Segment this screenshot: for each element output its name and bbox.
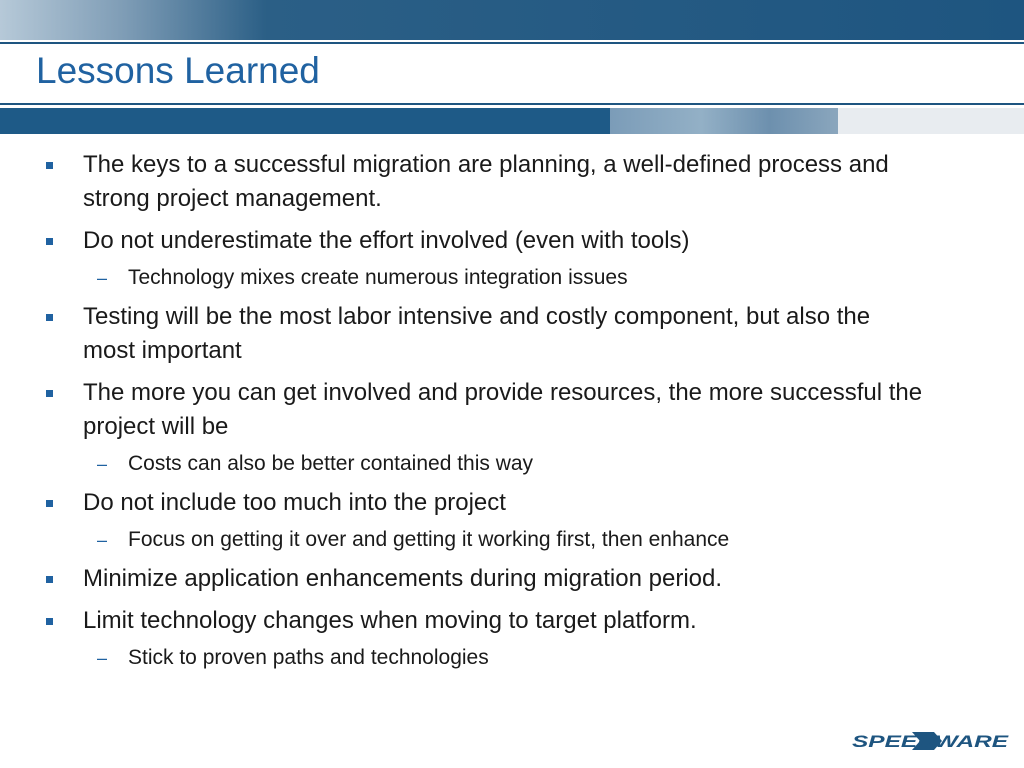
sub-bullet-text: Technology mixes create numerous integration issues [128, 266, 628, 289]
dash-bullet-icon: – [97, 530, 108, 550]
slide-title: Lessons Learned [36, 50, 320, 91]
dash-bullet-icon: – [97, 454, 108, 474]
bullet-text: Testing will be the most labor intensive and costly component, but also the most important [83, 303, 871, 364]
square-bullet-icon [46, 500, 53, 507]
title-divider [0, 103, 1024, 105]
bullet-item [0, 604, 923, 638]
sub-bullet-item [0, 450, 928, 478]
bullet-text: Do not underestimate the effort involved (even with tools) [83, 227, 690, 254]
header-band [0, 0, 1024, 40]
square-bullet-icon [46, 576, 53, 583]
band-light-segment [838, 108, 1024, 134]
decorative-band [0, 108, 1024, 134]
bullet-list [0, 148, 1024, 680]
sub-bullet-text: Focus on getting it over and getting it working first, then enhance [128, 528, 730, 551]
bullet-item [0, 376, 923, 444]
square-bullet-icon [46, 390, 53, 397]
square-bullet-icon [46, 162, 53, 169]
bullet-item [0, 148, 923, 216]
square-bullet-icon [46, 238, 53, 245]
sub-bullet-item [0, 526, 928, 554]
bullet-item [0, 562, 923, 596]
bullet-text: Do not include too much into the project [83, 489, 506, 516]
dash-bullet-icon: – [97, 648, 108, 668]
sub-bullet-item [0, 644, 928, 672]
sub-bullet-text: Stick to proven paths and technologies [128, 646, 489, 669]
square-bullet-icon [46, 618, 53, 625]
square-bullet-icon [46, 314, 53, 321]
sub-bullet-item [0, 264, 928, 292]
bullet-text: Minimize application enhancements during migration period. [83, 565, 723, 592]
speedware-logo [850, 728, 1010, 754]
band-photo-strip [610, 108, 838, 134]
sub-bullet-text: Costs can also be better contained this way [128, 452, 534, 475]
bullet-text: The keys to a successful migration are planning, a well-defined process and strong project management. [83, 151, 889, 212]
dash-bullet-icon: – [97, 268, 108, 288]
bullet-item [0, 300, 923, 368]
bullet-text: The more you can get involved and provide resources, the more successful the project will be [83, 379, 923, 440]
bullet-item [0, 486, 923, 520]
bullet-text: Limit technology changes when moving to target platform. [83, 607, 697, 634]
bullet-item [0, 224, 923, 258]
logo-text: SPEEDWARE [852, 732, 1009, 751]
